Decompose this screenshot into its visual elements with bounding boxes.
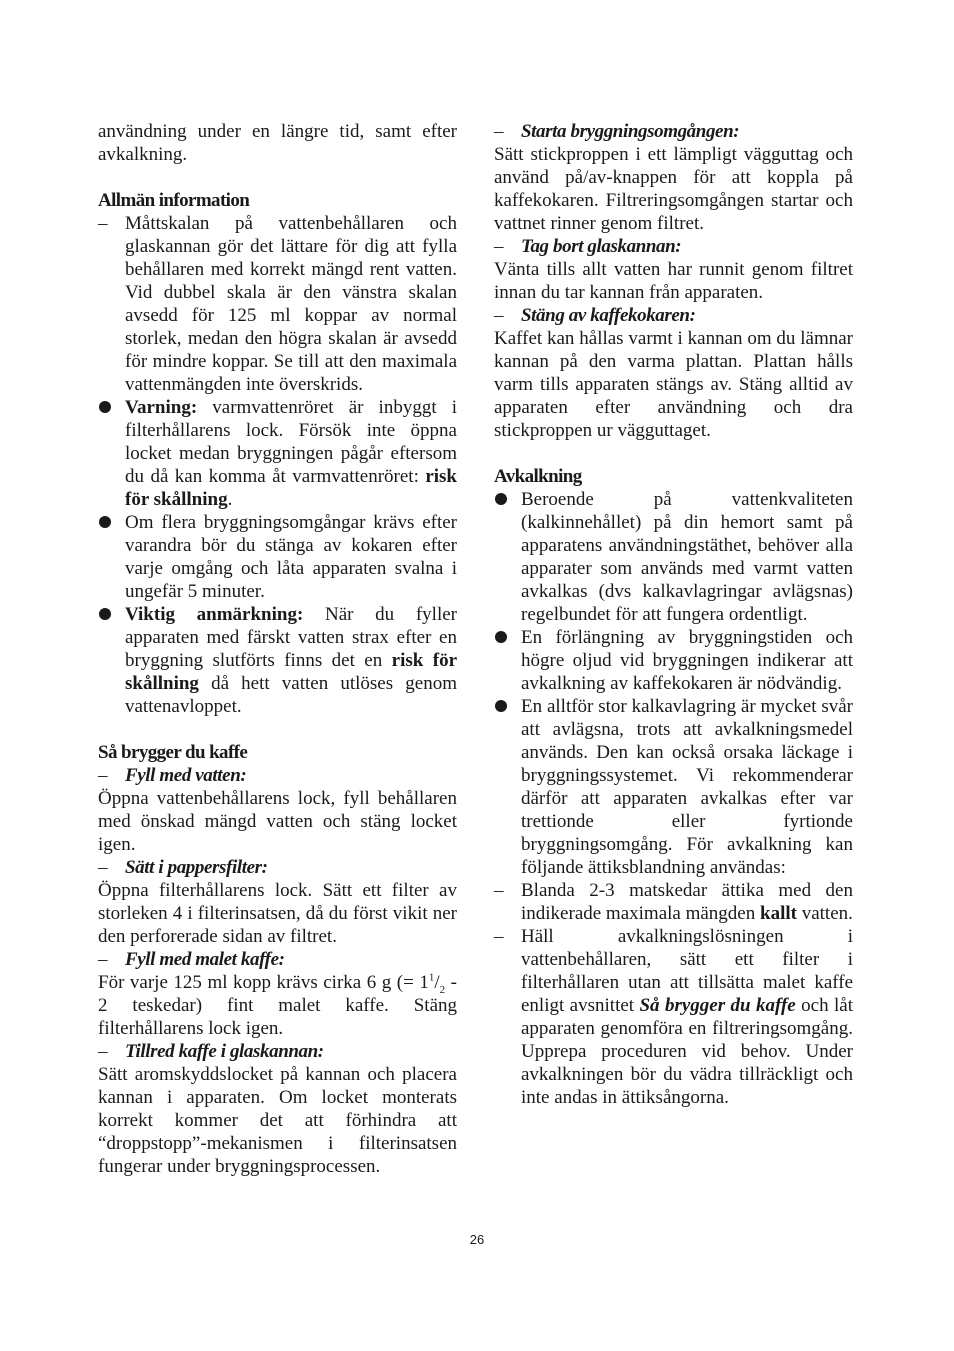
list-item-warning [98, 396, 457, 511]
list-item-text: Om flera bryggningsomgångar krävs efter varandra bör du stänga av kokaren efter varje omgång och låta apparaten svalna i ungefär 5 minuter. [125, 512, 457, 602]
step-title: – Starta bryggningsomgången: [494, 121, 740, 142]
warning-label: Varning: [125, 397, 198, 418]
list-item-text: En förlängning av bryggningstiden och högre oljud vid bryggningen indikerar att avkalkning av kaffekokaren är nödvändig. [521, 627, 853, 694]
cold-emphasis: kallt [760, 903, 797, 924]
step-text: För varje 125 ml kopp krävs cirka 6 g (= $1^1/_2 - 2$ teskedar) fint malet kaffe. Stäng filterhållarens lock igen. [98, 971, 458, 1039]
scald-risk-text: risk för skållning [125, 650, 457, 694]
section-reference: Så brygger du kaffe [639, 995, 796, 1016]
step-text: Sätt stickproppen i ett lämpligt vägguttag och använd på/av-knappen för att koppla på kaffekokaren. Filtreringsomgången startar och vattnet rinner genom filtret. [494, 144, 853, 234]
brew-coffee-heading: Så brygger du kaffe [98, 742, 248, 763]
right-column [494, 120, 853, 1109]
list-item-text: Beroende på vattenkvaliteten (kalkinnehållet) på din hemort samt på apparatens användningstäthet, behöver alla apparater som används med varmt vatten avkalkas (dvs kalkavlagringar avlägsnas) regelbundet för att fungera ordentligt. [521, 489, 853, 625]
step-text: Kaffet kan hållas varmt i kannan om du lämnar kannan på den varma plattan. Plattan hålls varm tills apparaten stängs av. Stäng alltid av apparaten efter användning och dra stickproppen ur vägguttaget. [494, 328, 853, 441]
bullet-icon [494, 626, 521, 695]
list-item-text: Måttskalan på vattenbehållaren och glaskannan gör det lättare för dig att fylla behållaren med korrekt mängd rent vatten. Vid dubbel skala är den vänstra skalan avsedd för 125 ml koppar av normal storlek, medan den högra skalan är avsedd för mindre koppar. Se till att den maximala vattenmängden inte överskrids. [125, 213, 457, 395]
list-item [98, 511, 457, 603]
list-item [494, 925, 853, 1109]
general-information-heading: Allmän information [98, 190, 250, 211]
scald-risk-text: risk för skållning [125, 466, 457, 510]
list-item [494, 879, 853, 925]
intro-paragraph: användning under en längre tid, samt efter avkalkning. [98, 121, 457, 165]
dash-marker [494, 879, 521, 925]
list-item-important [98, 603, 457, 718]
dash-marker [494, 925, 521, 1109]
step-title: – Sätt i pappersfilter: [98, 857, 268, 878]
list-item-text: Häll avkalkningslösningen i vattenbehållaren, sätt ett filter i filterhållaren utan att tillsätta malet kaffe enligt avsnittet Så brygger du kaffe och låt apparaten genomföra en filtreringsomgång. Upprepa proceduren vid behov. Under avkalkningen bör du vädra tillräckligt och inte andas in ättiksångorna. [521, 926, 853, 1108]
step-text: Öppna filterhållarens lock. Sätt ett filter av storleken 4 i filterinsatsen, då du först vikit ner den perforerade sidan av filtret. [98, 880, 457, 947]
step-title: – Stäng av kaffekokaren: [494, 305, 696, 326]
bullet-icon [98, 396, 125, 511]
list-item [494, 695, 853, 879]
step-text: Vänta tills allt vatten har runnit genom filtret innan du tar kannan från apparaten. [494, 259, 853, 303]
list-item-text: En alltför stor kalkavlagring är mycket svår att avlägsna, trots att avkalkningsmedel används. Den kan också orsaka läckage i bryggningssystemet. Vi rekommenderar därför att apparaten avkalkas efter var trettionde eller fyrtionde bryggningsomgång. För avkalkning kan följande ättiksblandning användas: [521, 696, 853, 878]
list-item [98, 212, 457, 396]
fraction-denominator: 2 [439, 983, 446, 996]
list-item-text: Blanda 2-3 matskedar ättika med den indikerade maximala mängden kallt vatten. [521, 880, 853, 924]
list-item [494, 488, 853, 626]
step-title: – Fyll med malet kaffe: [98, 949, 285, 970]
dash-marker [98, 212, 125, 396]
step-text: Öppna vattenbehållarens lock, fyll behållaren med önskad mängd vatten och stäng locket igen. [98, 788, 457, 855]
left-column [98, 120, 457, 1178]
step-text: Sätt aromskyddslocket på kannan och placera kannan i apparaten. Om locket monterats korrekt kommer det att förhindra att “droppstopp”-mekanismen i filterinsatsen fungerar under bryggningsprocessen. [98, 1064, 457, 1177]
bullet-icon [494, 488, 521, 626]
bullet-icon [98, 603, 125, 718]
bullet-icon [494, 695, 521, 879]
step-title: – Fyll med vatten: [98, 765, 247, 786]
list-item-text: Viktig anmärkning: När du fyller apparaten med färskt vatten strax efter en bryggning slutförts finns det en risk för skållning då hett vatten utlöses genom vattenavloppet. [125, 604, 457, 717]
step-title: – Tillred kaffe i glaskannan: [98, 1041, 324, 1062]
list-item [494, 626, 853, 695]
bullet-icon [98, 511, 125, 603]
fraction-numerator: 1 [428, 971, 435, 984]
descaling-heading: Avkalkning [494, 466, 582, 487]
step-title: – Tag bort glaskannan: [494, 236, 682, 257]
list-item-text: Varning: varmvattenröret är inbyggt i filterhållarens lock. Försök inte öppna locket medan bryggningen pågår eftersom du då kan komma åt varmvattenröret: risk för skållning. [125, 397, 457, 510]
page-number: 26 [469, 1232, 485, 1247]
important-label: Viktig anmärkning: [125, 604, 304, 625]
